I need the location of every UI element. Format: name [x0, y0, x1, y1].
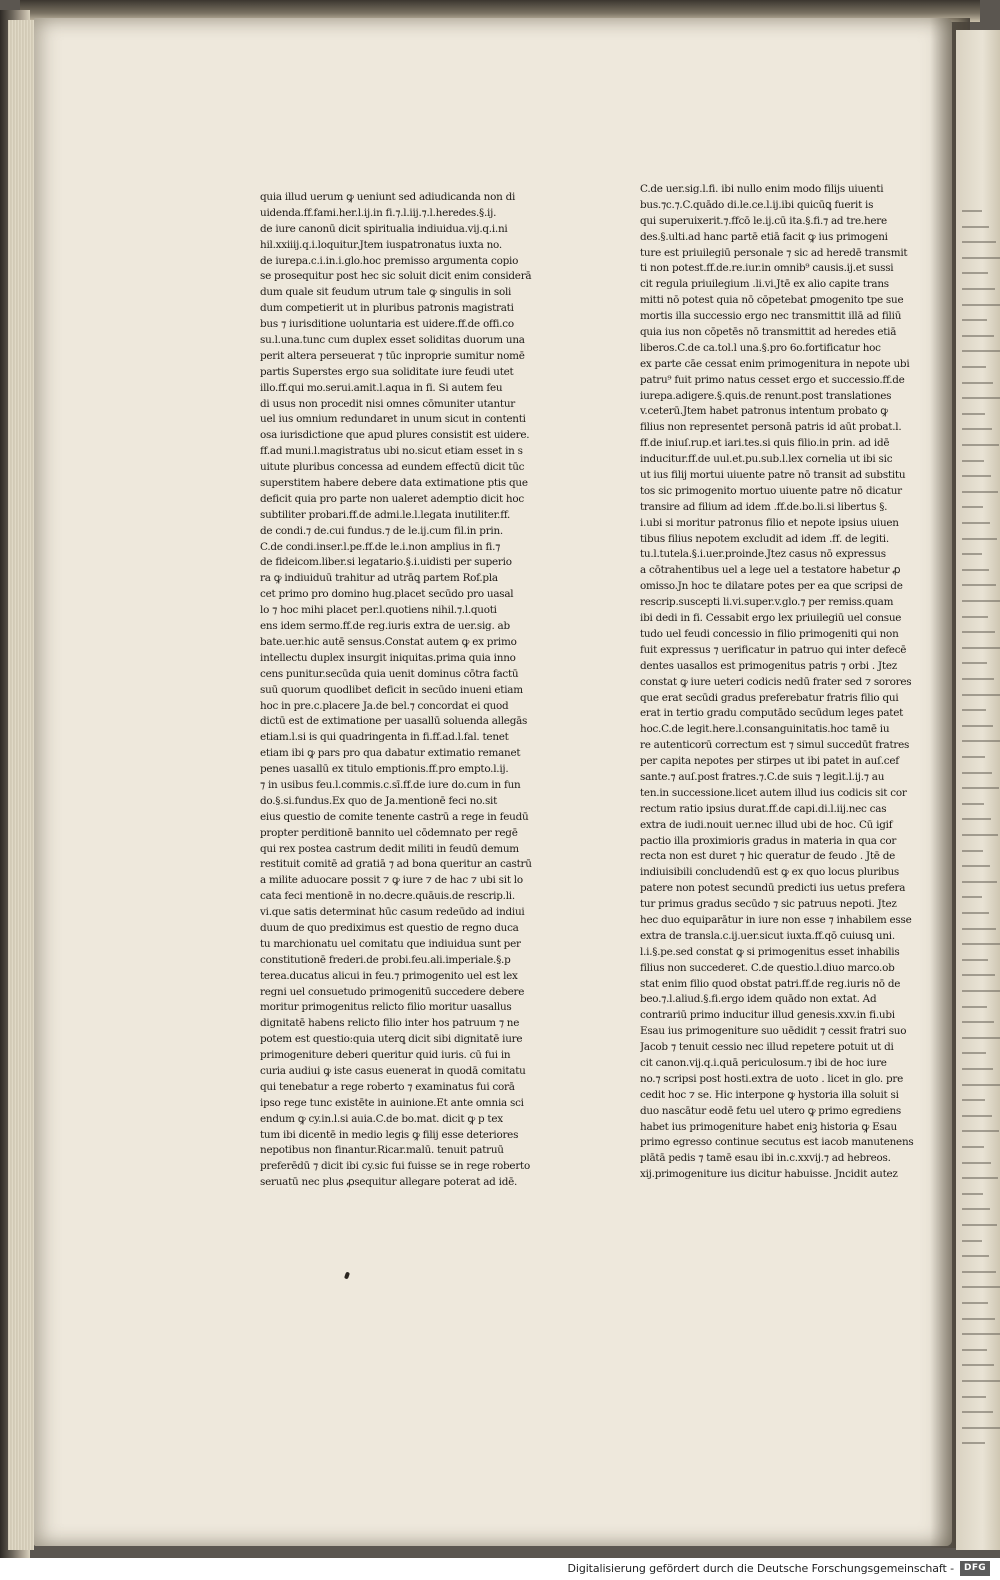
adjacent-page-edge	[956, 30, 1000, 1550]
adjacent-page-text-ghost	[962, 834, 998, 836]
text-line: C.de condi.inser.l.pe.ff.de le.i.non amplius in fi.⁊	[260, 540, 501, 553]
text-line: regni uel consuetudo primogenitū succedere debere	[260, 985, 525, 998]
adjacent-page-text-ghost	[962, 616, 988, 618]
adjacent-page-text-ghost	[962, 772, 992, 774]
adjacent-page-text-ghost	[962, 460, 984, 462]
adjacent-page-text-ghost	[962, 1099, 985, 1101]
adjacent-page-text-ghost	[962, 756, 985, 758]
adjacent-page-text-ghost	[962, 943, 1000, 945]
text-line: extra de iudi.nouit uer.nec illud ubi de hoc. Cū igif	[640, 818, 893, 831]
text-line: potem est questio:quia uterꝗ dicit sibi dignitatē iure	[260, 1033, 523, 1046]
text-line: superstitem habere debere data extimatione ptis que	[260, 477, 528, 490]
adjacent-page-text-ghost	[962, 1302, 988, 1304]
adjacent-page-text-ghost	[962, 1364, 994, 1366]
text-line: beo.⁊.l.aliud.§.fi.ergo idem quādo non extat. Ad	[640, 993, 877, 1006]
text-line: ti non potest.ff.de.re.iur.in omnib⁹ causis.ij.et sussi	[640, 262, 894, 275]
text-line: restituit comitē ad gratiā ⁊ ad bona queritur an castrū	[260, 858, 532, 871]
text-line: dignitatē habens relicto filio inter hos patruum ⁊ ne	[260, 1017, 520, 1030]
text-line: qui rex postea castrum dedit militi in feudū demum	[260, 842, 519, 855]
adjacent-page-text-ghost	[962, 896, 982, 898]
text-line: ibi dedi in fi. Cessabit ergo lex priuilegiū uel consue	[640, 612, 902, 625]
text-column-right	[640, 182, 940, 1183]
text-line: tu marchionatu uel comitatu que indiuidua sunt per	[260, 937, 521, 950]
text-line: C.de uer.sig.l.fi. ibi nullo enim modo filijs uiuenti	[640, 183, 884, 195]
text-line: primogeniture deberi queritur quid iuris. cū fui in	[260, 1049, 511, 1062]
text-line: ex parte cāe cessat enim primogenitura in nepote ubi	[640, 357, 910, 370]
adjacent-page-text-ghost	[962, 1146, 984, 1148]
adjacent-page-text-ghost	[962, 319, 987, 321]
text-line: intellectu duplex insurgit iniquitas.prima quia inno	[260, 651, 516, 664]
adjacent-page-text-ghost	[962, 1318, 995, 1320]
adjacent-page-text-ghost	[962, 350, 1000, 352]
text-line: di usus non procedit nisi omnes cōmuniter utantur	[260, 397, 515, 410]
text-line: a milite aduocare possit ⁊ ꝙ iure ⁊ de hac ⁊ ubi sit lo	[260, 874, 523, 887]
text-line: cit regula priuilegium .li.vi.Jtē ex alio capite trans	[640, 278, 889, 291]
text-line: qui tenebatur a rege roberto ⁊ examinatus fui corā	[260, 1080, 515, 1093]
text-line: endum ꝙ cy.in.l.si auia.C.de bo.mat. dicit ꝙ p tex	[260, 1112, 503, 1125]
text-line: bus ⁊ iurisditione uoluntaria est uidere.ff.de offi.co	[260, 318, 514, 331]
text-line: iurepa.adigere.§.quis.de renunt.post translationes	[640, 389, 892, 402]
text-line: hoc.C.de legit.here.l.consanguinitatis.hoc tamē iu	[640, 723, 890, 736]
text-line: ens idem sermo.ff.de reg.iuris extra de uer.sig. ab	[260, 620, 510, 633]
text-line: ture est priuilegiū personale ⁊ sic ad heredē transmit	[640, 246, 908, 259]
text-line: preferēdū ⁊ dicit ibi cy.sic fui fuisse se in rege roberto	[260, 1160, 530, 1173]
text-line: dictū est de extimatione per uasallū soluenda allegās	[260, 715, 528, 728]
text-line: uel ius omnium redundaret in unum sicut in contenti	[260, 413, 526, 426]
adjacent-page-text-ghost	[962, 366, 986, 368]
text-line: de fideicom.liber.si legatario.§.i.uidisti per superio	[260, 556, 512, 569]
text-line: Esau ius primogeniture suo uēdidit ⁊ cessit fratri suo	[640, 1025, 907, 1038]
text-line: habet ius primogeniture habet eniꝫ historia ꝙ Esau	[640, 1120, 897, 1133]
text-line: filius non representet personā patris id aūt probat.l.	[640, 421, 902, 434]
text-line: rescrip.suscepti li.vi.super.v.glo.⁊ per remiss.quam	[640, 596, 894, 609]
text-line: ten.in successione.licet autem illud ius codicis sit cor	[640, 786, 907, 799]
adjacent-page-text-ghost	[962, 1380, 1000, 1382]
text-line: moritur primogenitus relicto filio moritur uasallus	[260, 1001, 512, 1014]
text-line: ut ius filij mortui uiuente patre nō transit ad substitu	[640, 469, 906, 482]
page-edges	[8, 20, 34, 1550]
text-line: hil.xxiiij.q.i.loquitur.Jtem iuspatronatus iuxta no.	[260, 238, 502, 251]
adjacent-page-text-ghost	[962, 304, 1000, 306]
text-line: v.ceterū.Jtem habet patronus intentum probato ꝙ	[640, 405, 888, 418]
text-line: suū quorum quodlibet deficit in secūdo inueni etiam	[260, 683, 523, 696]
text-line: re autenticorū correctum est ⁊ simul succedūt fratres	[640, 739, 910, 752]
adjacent-page-text-ghost	[962, 725, 993, 727]
text-line: constat ꝙ iure ueteri codicis nedū frater sed ⁊ sorores	[640, 675, 912, 688]
adjacent-page-text-ghost	[962, 1271, 996, 1273]
text-line: deficit quia pro parte non ualeret ademptio dicit hoc	[260, 492, 524, 505]
text-line: que erat secūdi gradus preferebatur fratris filio qui	[640, 691, 899, 704]
text-line: no.⁊ scripsi post hosti.extra de uoto . licet in glo. pre	[640, 1072, 904, 1085]
text-line: tu.l.tutela.§.i.uer.proinde.Jtez casus nō expressus	[640, 548, 886, 561]
adjacent-page-text-ghost	[962, 475, 991, 477]
text-line: partis Superstes ergo sua soliditate iure feudi utet	[260, 365, 514, 378]
text-line: hec duo equiparātur in iure non esse ⁊ inhabilem esse	[640, 913, 912, 926]
text-line: inducitur.ff.de uul.et.pu.sub.l.lex cornelia ut ibi sic	[640, 453, 893, 466]
adjacent-page-text-ghost	[962, 787, 999, 789]
adjacent-page-text-ghost	[962, 257, 1000, 259]
adjacent-page-text-ghost	[962, 288, 995, 290]
text-line: l.i.§.pe.sed constat ꝙ si primogenitus esset inhabilis	[640, 945, 900, 958]
adjacent-page-text-ghost	[962, 226, 989, 228]
text-line: penes uasallū ex titulo emptionis.ff.pro empto.l.ij.	[260, 763, 509, 776]
text-line: mortis illa successio ergo nec transmittit illā ad filiū	[640, 310, 902, 323]
text-line: constitutionē frederi.de probi.feu.ali.imperiale.§.p	[260, 953, 511, 966]
adjacent-page-text-ghost	[962, 1396, 986, 1398]
text-line: i.ubi si moritur patronus filio et nepote ipsius uiuen	[640, 516, 899, 529]
text-line: dum quale sit feudum utrum tale ꝙ singulis in soli	[260, 286, 512, 299]
adjacent-page-text-ghost	[962, 569, 989, 571]
text-line: patere non potest secundū predicti ius uetus prefera	[640, 882, 906, 895]
adjacent-page-text-ghost	[962, 522, 990, 524]
text-line: cit canon.vij.q.i.quā periculosum.⁊ ibi de hoc iure	[640, 1056, 887, 1069]
adjacent-page-text-ghost	[962, 1130, 999, 1132]
adjacent-page-text-ghost	[962, 600, 1000, 602]
text-line: stat enim filio quod obstat patri.ff.de reg.iuris nō de	[640, 977, 901, 990]
text-line: uitute pluribus concessa ad eundem effectū dicit tūc	[260, 461, 525, 474]
text-line: fuit expressus ⁊ uerificatur in patruo qui inter defecē	[640, 643, 907, 656]
text-line: tos sic primogenito mortuo uiuente patre nō dicatur	[640, 484, 902, 497]
text-line: vi.que satis determinat hūc casum redeūdo ad indiui	[260, 906, 525, 919]
adjacent-page-text-ghost	[962, 1162, 991, 1164]
text-line: recta non est duret ⁊ hic queratur de feudo . Jtē de	[640, 850, 896, 863]
adjacent-page-text-ghost	[962, 678, 994, 680]
adjacent-page-text-ghost	[962, 647, 1000, 649]
text-line: tibus filius nepotem excludit ad idem .ff. de legiti.	[640, 532, 889, 545]
text-line: dentes uasallos est primogenitus patris ⁊ orbi . Jtez	[640, 659, 897, 672]
text-line: xij.primogeniture ius dicitur habuisse. Jncidit autez	[640, 1168, 898, 1181]
text-line: tudo uel feudi concessio in filio primogeniti qui non	[640, 627, 899, 640]
adjacent-page-text-ghost	[962, 1021, 994, 1023]
text-line: mitti nō potest quia nō cōpetebat ꝑmogenito tpe sue	[640, 294, 904, 307]
adjacent-page-text-ghost	[962, 428, 992, 430]
text-line: cedit hoc ⁊ se. Hic interpone ꝙ hystoria illa soluit si	[640, 1088, 899, 1101]
adjacent-page-text-ghost	[962, 1006, 987, 1008]
adjacent-page-text-ghost	[962, 1255, 989, 1257]
adjacent-page-text-ghost	[962, 1115, 992, 1117]
text-line: etiam.l.si is qui quadringenta in fi.ff.ad.l.fal. tenet	[260, 731, 509, 744]
adjacent-page-text-ghost	[962, 506, 983, 508]
text-line: illo.ff.qui mo.serui.amit.l.aqua in fi. Si autem feu	[260, 381, 503, 394]
text-line: liberos.C.de ca.tol.l una.§.pro 6o.fortificatur hoc	[640, 341, 881, 354]
adjacent-page-text-ghost	[962, 210, 982, 212]
text-line: bus.⁊c.⁊.C.quādo di.le.ce.l.ij.ibi quicūꝗ fuerit is	[640, 198, 874, 211]
adjacent-page-text-ghost	[962, 1411, 993, 1413]
text-line: duo nascātur eodē fetu uel utero ꝙ primo egrediens	[640, 1104, 901, 1117]
text-line: se prosequitur post hec sic soluit dicit enim considerā	[260, 270, 532, 283]
adjacent-page-text-ghost	[962, 928, 996, 930]
text-line: contrariū primo inducitur illud genesis.xxv.in fi.ubi	[640, 1009, 895, 1022]
text-line: subtiliter probari.ff.de admi.le.l.legata inutiliter.ff.	[260, 508, 511, 521]
text-line: indiuisibili concludendū est ꝙ ex quo locus pluribus	[640, 866, 899, 879]
text-line: osa iurisdictione que apud plures consistit est uidere.	[260, 429, 530, 442]
adjacent-page-text-ghost	[962, 272, 988, 274]
adjacent-page-text-ghost	[962, 1333, 1000, 1335]
text-line: ra ꝙ indiuiduū trahitur ad utrāꝗ partem Rof.pla	[260, 572, 498, 585]
adjacent-page-text-ghost	[962, 740, 1000, 742]
adjacent-page-text-ghost	[962, 241, 996, 243]
text-line: seruatū nec plus ꝓsequitur allegare poterat ad idē.	[260, 1176, 518, 1189]
adjacent-page-text-ghost	[962, 1349, 987, 1351]
text-line: eius questio de comite tenente castrū a rege in feudū	[260, 810, 529, 823]
text-line: ⁊ in usibus feu.l.commis.c.sī.ff.de iure do.cum in fun	[260, 778, 521, 791]
text-line: de iurepa.c.i.in.i.glo.hoc premisso argumenta copio	[260, 254, 519, 267]
text-line: erat in tertio gradu computādo secūdum leges patet	[640, 707, 904, 720]
adjacent-page-text-ghost	[962, 694, 1000, 696]
text-line: cens punitur.secūda quia uenit dominus cōtra factū	[260, 667, 519, 680]
text-line: duum de quo prediximus est questio de regno duca	[260, 921, 519, 934]
text-line: dum competierit ut in pluribus patronis magistrati	[260, 302, 514, 315]
adjacent-page-text-ghost	[962, 662, 987, 664]
adjacent-page-text-ghost	[962, 631, 995, 633]
adjacent-page-text-ghost	[962, 1240, 982, 1242]
adjacent-page-text-ghost	[962, 1208, 990, 1210]
text-line: do.§.si.fundus.Ex quo de Ja.mentionē feci no.sit	[260, 794, 498, 807]
text-line: de condi.⁊ de.cui fundus.⁊ de le.ij.cum fil.in prin.	[260, 524, 503, 537]
text-line: bate.uer.hic autē sensus.Constat autem ꝙ ex primo	[260, 635, 517, 648]
text-line: omisso.Jn hoc te dilatare potes per ea que scripsi de	[640, 580, 903, 593]
text-line: sante.⁊ auſ.post fratres.⁊.C.de suis ⁊ legit.l.ij.⁊ au	[640, 770, 885, 783]
adjacent-page-text-ghost	[962, 335, 994, 337]
text-line: rectum ratio ipsius durat.ff.de capi.di.l.iij.nec cas	[640, 802, 887, 815]
adjacent-page-text-ghost	[962, 553, 982, 555]
text-line: plātā pedis ⁊ tamē esau ibi in.c.xxvij.⁊ ad hebreos.	[640, 1152, 891, 1165]
text-line: ff.ad muni.l.magistratus ubi no.sicut etiam esset in s	[260, 445, 523, 458]
adjacent-page-text-ghost	[962, 974, 995, 976]
text-line: tum ibi dicentē in medio legis ꝙ filij esse deteriores	[260, 1128, 519, 1141]
adjacent-page-text-ghost	[962, 1427, 1000, 1429]
adjacent-page-text-ghost	[962, 1037, 1000, 1039]
funding-credit: Digitalisierung gefördert durch die Deutsche Forschungsgemeinschaft -	[567, 1562, 954, 1575]
text-line: ff.de iniuſ.rup.et iari.tes.si quis filio.in prin. ad idē	[640, 437, 890, 450]
adjacent-page-text-ghost	[962, 1224, 997, 1226]
adjacent-page-text-ghost	[962, 1068, 993, 1070]
text-line: qui superuixerit.⁊.ffcō le.ij.cū ita.§.fi.⁊ ad tre.here	[640, 214, 887, 227]
text-line: tur primus gradus secūdo ⁊ sic patruus nepoti. Jtez	[640, 898, 897, 911]
adjacent-page-text-ghost	[962, 584, 996, 586]
adjacent-page-text-ghost	[962, 413, 985, 415]
text-line: primo egresso continue secutus est iacob manutenens	[640, 1136, 914, 1149]
adjacent-page-text-ghost	[962, 538, 997, 540]
text-line: perit altera perseuerat ⁊ tūc inproprie sumitur nomē	[260, 349, 525, 362]
text-line: filius non succederet. C.de questio.l.diuo marco.ob	[640, 961, 895, 974]
text-line: lo ⁊ hoc mihi placet per.l.quotiens nihil.⁊.l.quoti	[260, 604, 497, 617]
adjacent-page-text-ghost	[962, 444, 999, 446]
adjacent-page-text-ghost	[962, 382, 993, 384]
adjacent-page-text-ghost	[962, 850, 983, 852]
text-line: terea.ducatus alicui in feu.⁊ primogenito uel est lex	[260, 969, 518, 982]
text-line: su.l.una.tunc cum duplex esset soliditas duorum una	[260, 334, 525, 347]
adjacent-page-text-ghost	[962, 881, 997, 883]
adjacent-page-text-ghost	[962, 709, 986, 711]
text-line: uidenda.ff.fami.her.l.ij.in fi.⁊.l.iij.⁊.l.heredes.§.ij.	[260, 206, 497, 219]
text-line: des.§.ulti.ad hanc partē etiā facit ꝙ ius primogeni	[640, 230, 888, 243]
adjacent-page-text-ghost	[962, 491, 998, 493]
adjacent-page-text-ghost	[962, 1442, 985, 1444]
text-line: transire ad filium ad idem .ff.de.bo.li.si libertus §.	[640, 500, 888, 513]
text-line: quia ius non cōpetēs nō transmittit ad heredes etiā	[640, 326, 897, 339]
text-line: etiam ibi ꝙ pars pro qua dabatur extimatio remanet	[260, 747, 521, 760]
text-line: patru⁹ fuit primo natus cesset ergo et successio.ff.de	[640, 373, 905, 386]
dfg-logo: DFG	[960, 1561, 990, 1576]
adjacent-page-text-ghost	[962, 803, 984, 805]
text-line: Jacob ⁊ tenuit cessio nec illud repetere potuit ut di	[640, 1041, 894, 1054]
adjacent-page-text-ghost	[962, 912, 989, 914]
adjacent-page-text-ghost	[962, 1193, 983, 1195]
text-line: a cōtrahentibus uel a lege uel a testatore habetur ꝓ	[640, 564, 901, 577]
adjacent-page-text-ghost	[962, 818, 991, 820]
adjacent-page-text-ghost	[962, 1084, 1000, 1086]
adjacent-page-text-ghost	[962, 1052, 986, 1054]
text-line: ipso rege tunc existēte in auinione.Et ante omnia sci	[260, 1096, 524, 1109]
adjacent-page-text-ghost	[962, 1286, 1000, 1288]
adjacent-page-text-ghost	[962, 397, 1000, 399]
text-line: nepotibus non finantur.Ricar.malū. tenuit patruū	[260, 1144, 504, 1157]
text-line: cata feci mentionē in no.decre.quāuis.de rescrip.li.	[260, 890, 515, 903]
text-line: pactio illa proximioris gradus in materia in qua cor	[640, 834, 897, 847]
text-line: quia illud uerum ꝙ ueniunt sed adiudicanda non di	[260, 191, 516, 203]
text-line: extra de transla.c.ij.uer.sicut iuxta.ff.qō cuiusꝗ uni.	[640, 929, 895, 942]
adjacent-page-text-ghost	[962, 959, 988, 961]
text-line: per capita nepotes per stirpes ut ibi patet in auſ.cef	[640, 755, 899, 768]
text-line: curia audiui ꝙ iste casus euenerat in quodā comitatu	[260, 1064, 526, 1077]
text-line: cet primo pro domino hug.placet secūdo pro uasal	[260, 588, 514, 601]
footer-bar	[0, 1558, 1000, 1580]
text-column-left	[260, 190, 560, 1191]
adjacent-page-text-ghost	[962, 865, 990, 867]
adjacent-page-text-ghost	[962, 990, 1000, 992]
text-line: de iure canonū dicit spiritualia indiuidua.vij.q.i.ni	[260, 222, 508, 235]
text-line: hoc in pre.c.placere Ja.de bel.⁊ concordat ei quod	[260, 699, 509, 712]
adjacent-page-text-ghost	[962, 1177, 998, 1179]
text-line: propter perditionē bannito uel cōdemnato per regē	[260, 826, 518, 839]
